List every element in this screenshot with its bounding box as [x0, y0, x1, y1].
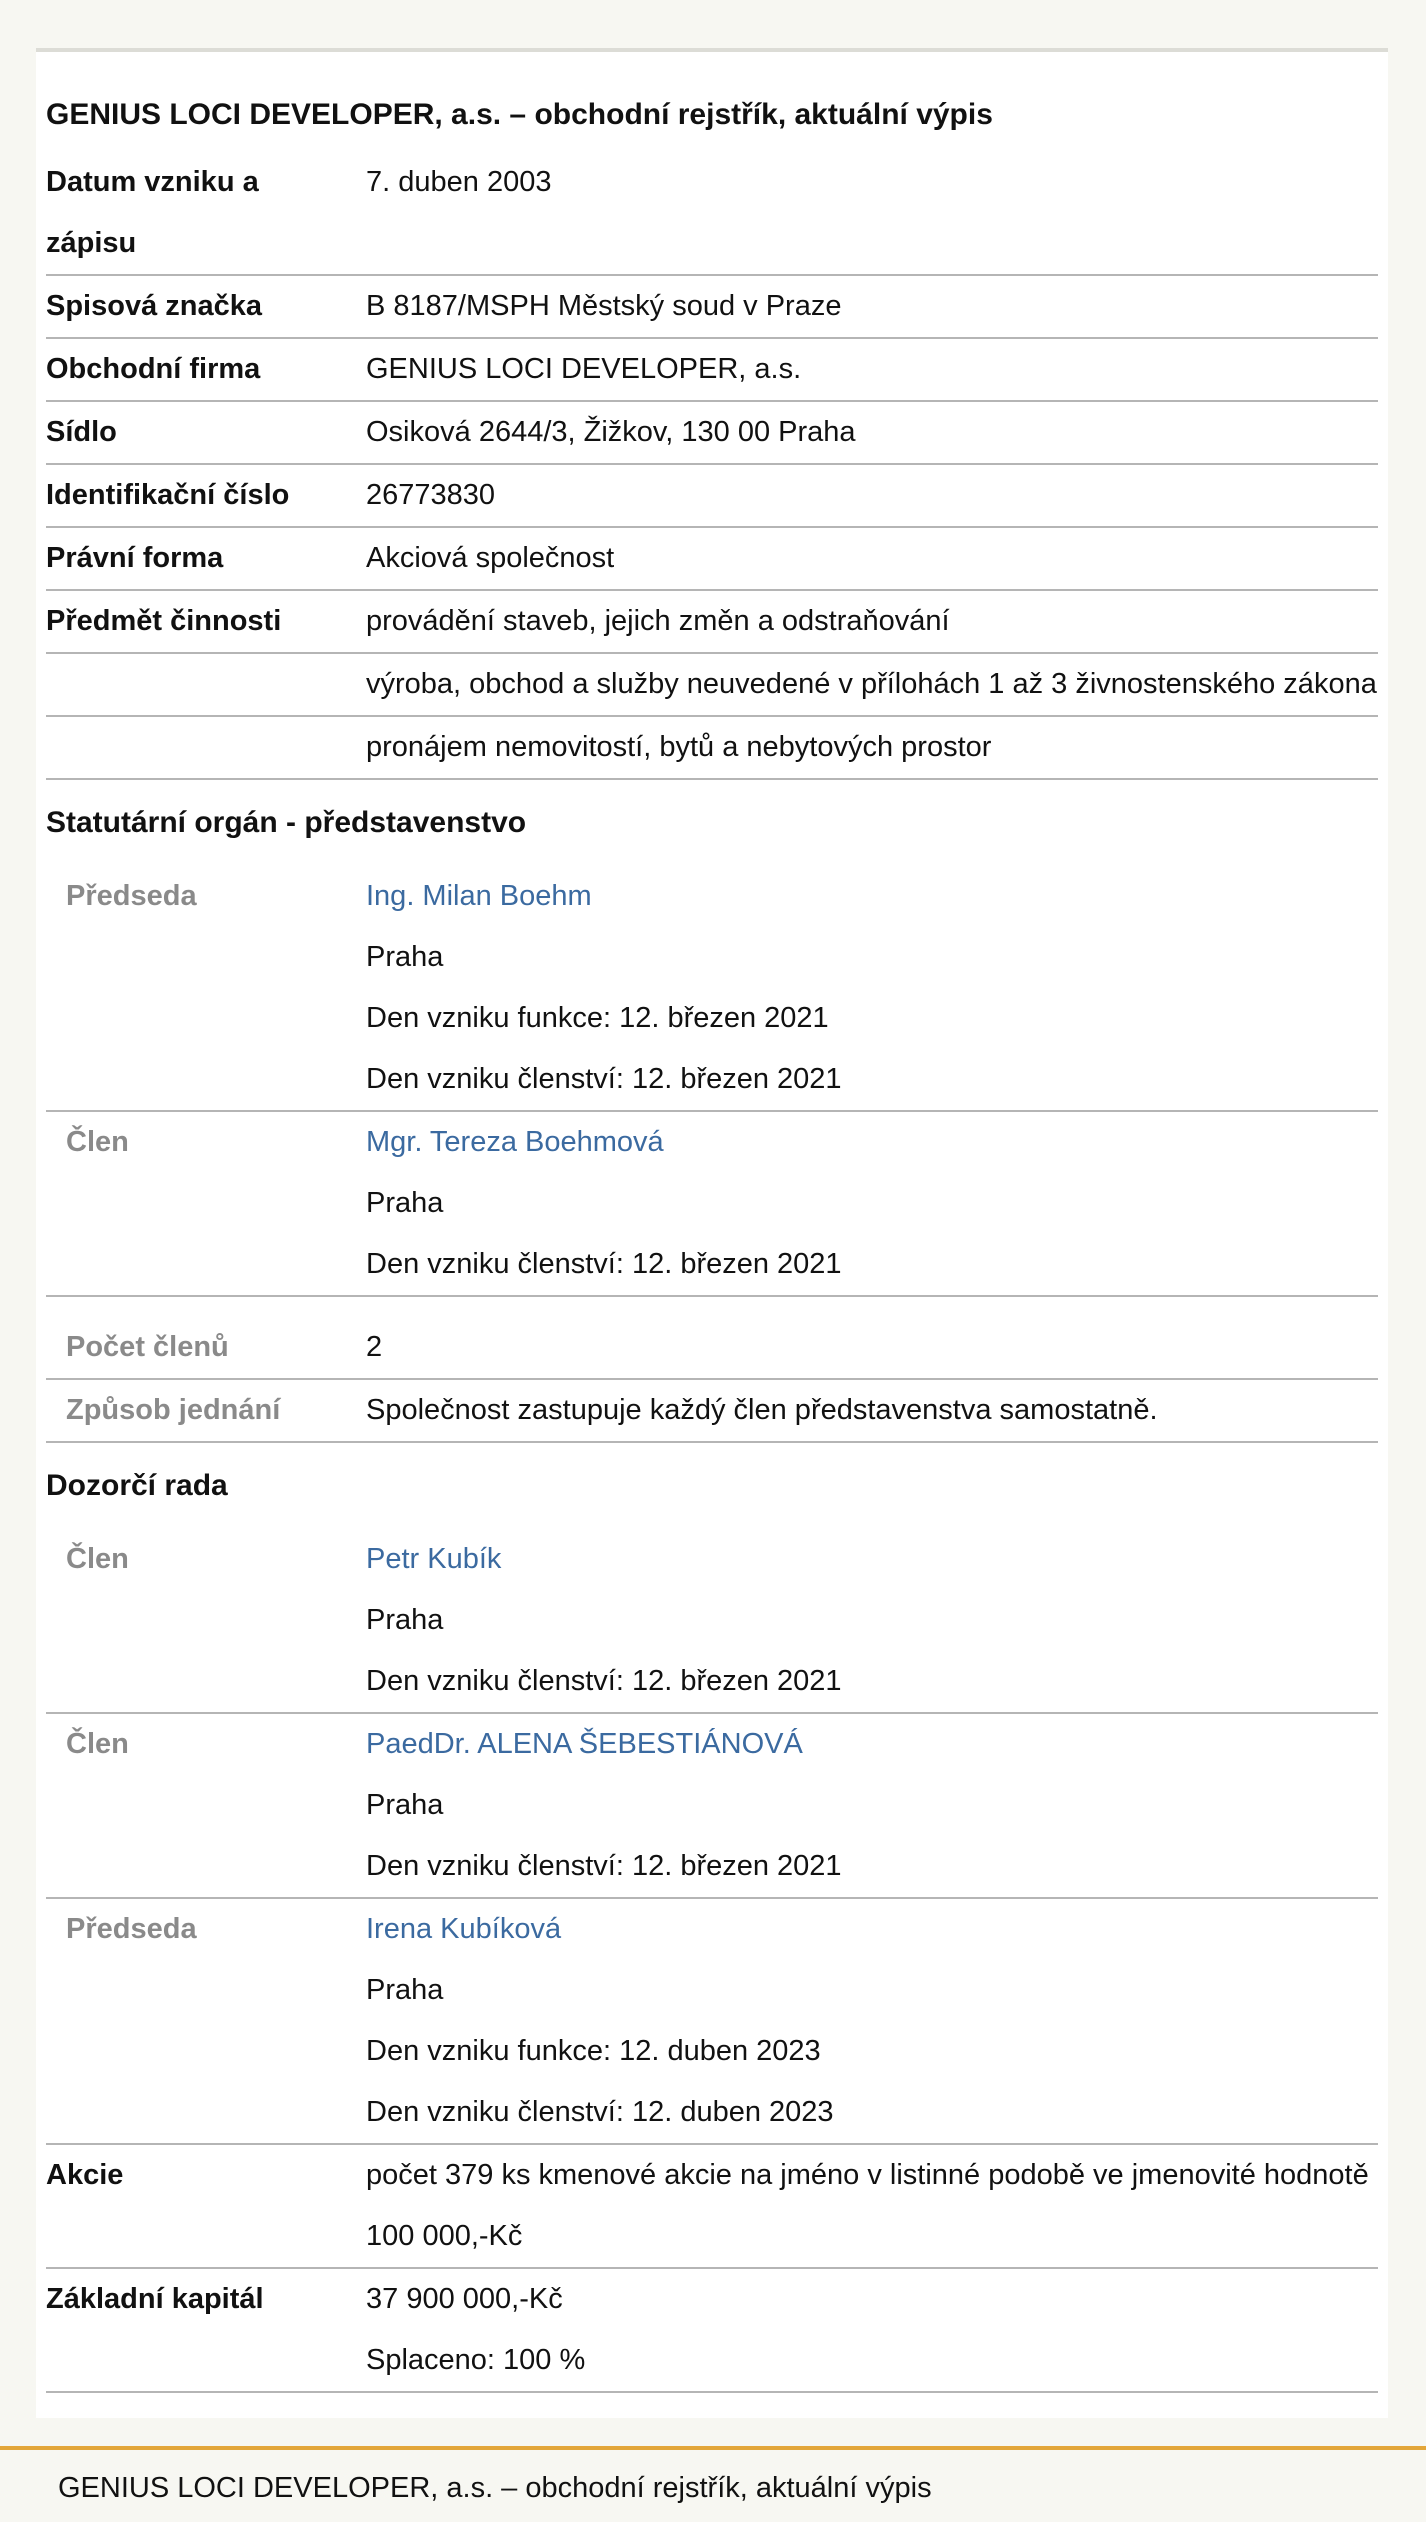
- label-spisova-znacka: Spisová značka: [46, 290, 262, 322]
- member-detail: Den vzniku členství: 12. březen 2021: [366, 1850, 842, 1882]
- label-sidlo: Sídlo: [46, 416, 117, 448]
- footer-title: GENIUS LOCI DEVELOPER, a.s. – obchodní rejstřík, aktuální výpis: [58, 2472, 932, 2504]
- label-obchodni-firma: Obchodní firma: [46, 353, 261, 385]
- value-splaceno: Splaceno: 100 %: [366, 2344, 586, 2376]
- member-detail: Den vzniku členství: 12. březen 2021: [366, 1248, 842, 1280]
- member-row: [46, 1529, 1378, 1714]
- register-extract-card: [36, 48, 1388, 2418]
- page-footer: [0, 2446, 1426, 2522]
- row-predmet-1: [46, 591, 1378, 654]
- member-role: Člen: [66, 1543, 129, 1575]
- row-ico: [46, 465, 1378, 528]
- member-row: [46, 866, 1378, 1112]
- label-pocet-clenu: Počet členů: [66, 1331, 229, 1363]
- member-role: Člen: [66, 1126, 129, 1158]
- member-detail: Den vzniku členství: 12. duben 2023: [366, 2096, 834, 2128]
- member-detail: Den vzniku členství: 12. březen 2021: [366, 1665, 842, 1697]
- value-predmet-3: pronájem nemovitostí, bytů a nebytových prostor: [366, 731, 992, 763]
- member-name[interactable]: Mgr. Tereza Boehmová: [366, 1126, 664, 1158]
- member-city: Praha: [366, 1187, 444, 1219]
- page-title: GENIUS LOCI DEVELOPER, a.s. – obchodní rejstřík, aktuální výpis: [46, 98, 993, 131]
- label-predmet-cinnosti: Předmět činnosti: [46, 605, 282, 637]
- member-city: Praha: [366, 1604, 444, 1636]
- member-detail: Den vzniku členství: 12. březen 2021: [366, 1063, 842, 1095]
- member-row: [46, 1714, 1378, 1899]
- member-role: Předseda: [66, 880, 197, 912]
- value-datum-vzniku: 7. duben 2003: [366, 166, 552, 198]
- register-table: [46, 152, 1378, 2393]
- value-predmet-1: provádění staveb, jejich změn a odstraňování: [366, 605, 950, 637]
- member-row: [46, 1112, 1378, 1297]
- value-spisova-znacka: B 8187/MSPH Městský soud v Praze: [366, 290, 842, 322]
- member-role: Člen: [66, 1728, 129, 1760]
- section-statutarni-organ: Statutární orgán - představenstvo: [46, 806, 527, 839]
- row-sidlo: [46, 402, 1378, 465]
- member-city: Praha: [366, 941, 444, 973]
- member-name[interactable]: Irena Kubíková: [366, 1913, 562, 1945]
- row-datum-vzniku: [46, 152, 1378, 276]
- section-dozorci-rada: Dozorčí rada: [46, 1469, 228, 1502]
- label-datum-vzniku: Datum vzniku a zápisu: [46, 166, 259, 259]
- value-pravni-forma: Akciová společnost: [366, 542, 615, 574]
- member-city: Praha: [366, 1789, 444, 1821]
- row-obchodni-firma: [46, 339, 1378, 402]
- row-predmet-3: [46, 717, 1378, 780]
- member-city: Praha: [366, 1974, 444, 2006]
- value-akcie: počet 379 ks kmenové akcie na jméno v listinné podobě ve jmenovité hodnotě 100 000,-Kč: [366, 2159, 1369, 2252]
- label-zakladni-kapital: Základní kapitál: [46, 2283, 264, 2315]
- value-sidlo: Osiková 2644/3, Žižkov, 130 00 Praha: [366, 416, 856, 448]
- member-name[interactable]: Ing. Milan Boehm: [366, 880, 592, 912]
- member-name[interactable]: Petr Kubík: [366, 1543, 502, 1575]
- value-predmet-2: výroba, obchod a služby neuvedené v přílohách 1 až 3 živnostenského zákona: [366, 668, 1377, 700]
- row-zakladni-kapital: [46, 2269, 1378, 2393]
- member-role: Předseda: [66, 1913, 197, 1945]
- row-predmet-2: [46, 654, 1378, 717]
- label-akcie: Akcie: [46, 2159, 124, 2191]
- member-name[interactable]: PaedDr. ALENA ŠEBESTIÁNOVÁ: [366, 1728, 803, 1760]
- value-obchodni-firma: GENIUS LOCI DEVELOPER, a.s.: [366, 353, 802, 385]
- value-pocet-clenu: 2: [366, 1331, 383, 1363]
- label-zpusob-jednani: Způsob jednání: [66, 1394, 281, 1426]
- row-akcie: [46, 2145, 1378, 2269]
- row-spisova-znacka: [46, 276, 1378, 339]
- value-zpusob-jednani: Společnost zastupuje každý člen představenstva samostatně.: [366, 1394, 1158, 1426]
- member-row: [46, 1899, 1378, 2145]
- label-pravni-forma: Právní forma: [46, 542, 224, 574]
- label-ico: Identifikační číslo: [46, 479, 290, 511]
- row-pravni-forma: [46, 528, 1378, 591]
- row-pocet-clenu: [46, 1317, 1378, 1380]
- member-detail: Den vzniku funkce: 12. duben 2023: [366, 2035, 821, 2067]
- value-ico: 26773830: [366, 479, 496, 511]
- row-zpusob-jednani: [46, 1380, 1378, 1443]
- value-zakladni-kapital: 37 900 000,-Kč: [366, 2283, 563, 2315]
- member-detail: Den vzniku funkce: 12. březen 2021: [366, 1002, 829, 1034]
